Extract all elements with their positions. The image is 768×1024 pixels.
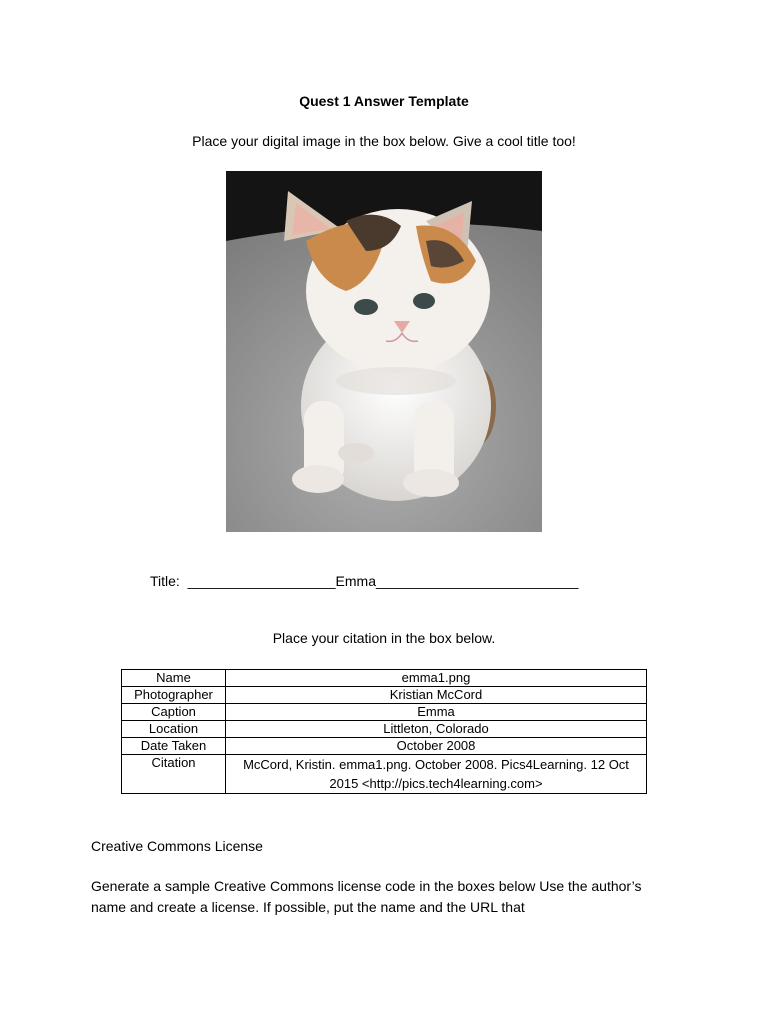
- image-instruction: Place your digital image in the box below. Give a cool title too!: [192, 133, 576, 149]
- table-row: [122, 670, 647, 687]
- table-row: [122, 704, 647, 721]
- license-heading: Creative Commons License: [91, 838, 263, 854]
- table-row: [122, 738, 647, 755]
- field-value-cell: October 2008: [226, 738, 647, 755]
- license-paragraph: Generate a sample Creative Commons license code in the boxes below Use the author’s name and create a license. If possible, put the name and the URL that: [91, 878, 642, 915]
- title-line: [150, 573, 578, 589]
- field-value-cell: Kristian McCord: [226, 687, 647, 704]
- field-value-cell: emma1.png: [226, 670, 647, 687]
- field-name-cell: Photographer: [122, 687, 226, 704]
- table-row: [122, 721, 647, 738]
- field-name-cell: Name: [122, 670, 226, 687]
- field-name-cell: Citation: [122, 755, 226, 794]
- citation-table: [121, 669, 647, 794]
- field-name-cell: Date Taken: [122, 738, 226, 755]
- title-label: Title:: [150, 573, 180, 589]
- kitten-photo: [226, 171, 542, 532]
- citation-instruction: Place your citation in the box below.: [272, 630, 496, 646]
- document-heading: Quest 1 Answer Template: [299, 93, 469, 109]
- field-value-cell: Emma: [226, 704, 647, 721]
- field-value-cell: McCord, Kristin. emma1.png. October 2008. Pics4Learning. 12 Oct 2015 <http://pics.tech4learning.com>: [226, 755, 647, 794]
- field-value-cell: Littleton, Colorado: [226, 721, 647, 738]
- field-name-cell: Location: [122, 721, 226, 738]
- title-value: ___________________Emma__________________________: [187, 573, 579, 589]
- table-row: [122, 755, 647, 794]
- field-name-cell: Caption: [122, 704, 226, 721]
- table-row: [122, 687, 647, 704]
